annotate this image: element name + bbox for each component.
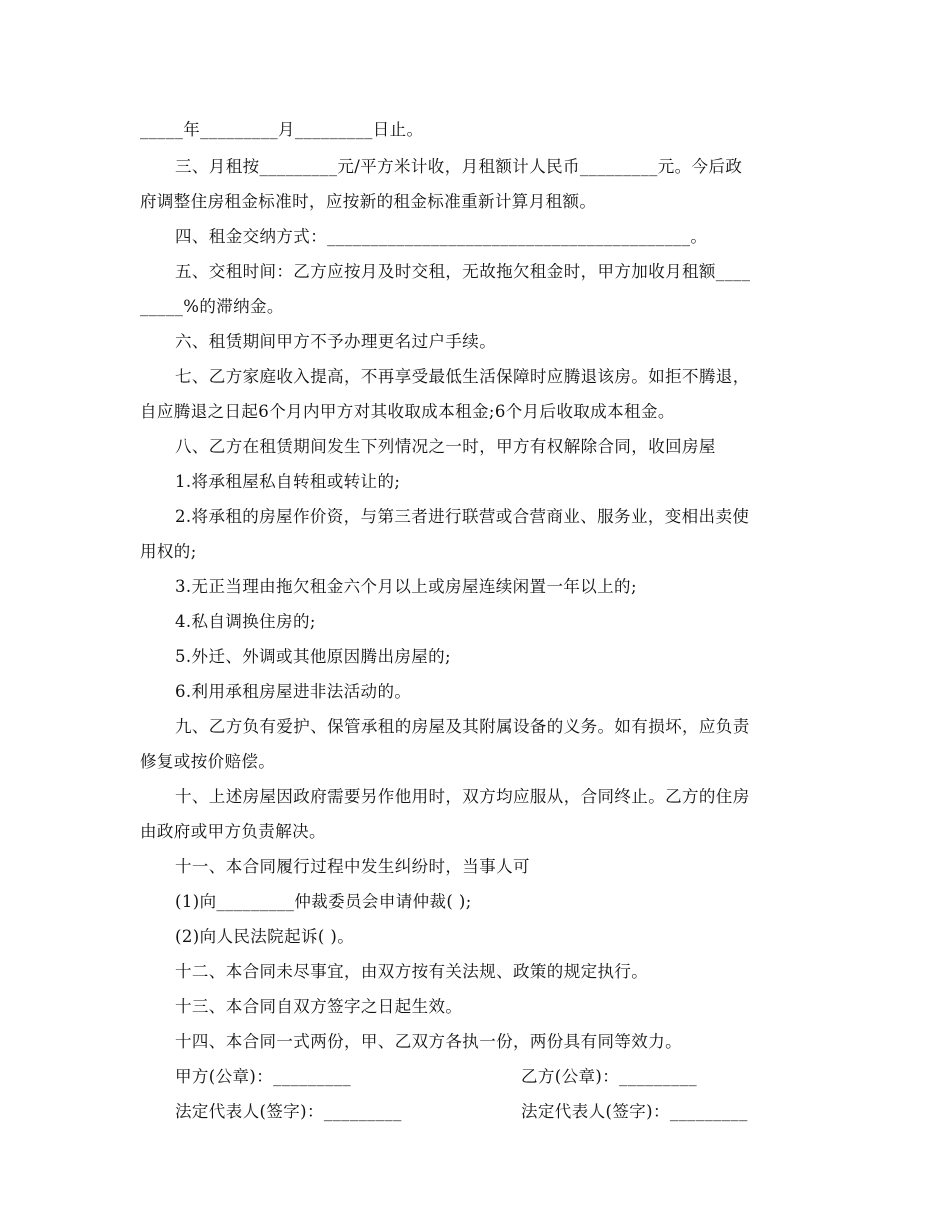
text-line: 4.私自调换住房的; xyxy=(175,612,316,631)
party-a-representative-line: 法定代表人(签字)：_________ xyxy=(175,1102,402,1121)
text-line: 修复或按价赔偿。 xyxy=(140,752,276,771)
party-a-seal-line: 甲方(公章)：_________ xyxy=(175,1067,352,1086)
text-line: 六、租赁期间甲方不予办理更名过户手续。 xyxy=(175,332,497,351)
text-line: 十、上述房屋因政府需要另作他用时，双方均应服从，合同终止。乙方的住房 xyxy=(175,787,750,806)
text-line: 由政府或甲方负责解决。 xyxy=(140,822,326,841)
text-line: 十三、本合同自双方签字之日起生效。 xyxy=(175,997,463,1016)
text-line: 五、交租时间：乙方应按月及时交租，无故拖欠租金时，甲方加收月租额____ xyxy=(175,262,751,281)
text-line: 十四、本合同一式两份，甲、乙双方各执一份，两份具有同等效力。 xyxy=(175,1032,682,1051)
text-line: 九、乙方负有爱护、保管承租的房屋及其附属设备的义务。如有损坏，应负责 xyxy=(175,717,750,736)
text-line: 1.将承租屋私自转租或转让的; xyxy=(175,472,401,491)
text-line: 2.将承租的房屋作价资，与第三者进行联营或合营商业、服务业，变相出卖使 xyxy=(175,507,750,526)
text-line: 十二、本合同未尽事宜，由双方按有关法规、政策的规定执行。 xyxy=(175,962,649,981)
party-b-seal-line: 乙方(公章)：_________ xyxy=(521,1067,698,1086)
text-line: 3.无正当理由拖欠租金六个月以上或房屋连续闲置一年以上的; xyxy=(175,577,637,596)
text-line: 三、月租按_________元/平方米计收，月租额计人民币_________元。今后政 xyxy=(175,157,743,176)
text-line: 十一、本合同履行过程中发生纠纷时，当事人可 xyxy=(175,857,530,876)
text-line: 八、乙方在租赁期间发生下列情况之一时，甲方有权解除合同，收回房屋 xyxy=(175,437,716,456)
text-line: _____%的滞纳金。 xyxy=(140,297,284,316)
text-line: 自应腾退之日起6个月内甲方对其收取成本租金;6个月后收取成本租金。 xyxy=(140,402,675,421)
text-line: 用权的; xyxy=(140,542,197,561)
text-line: (1)向_________仲裁委员会申请仲裁( ); xyxy=(175,892,472,911)
text-line: 5.外迁、外调或其他原因腾出房屋的; xyxy=(175,647,452,666)
text-line: 四、租金交纳方式：__________________________________________。 xyxy=(175,227,708,246)
text-line: _____年_________月_________日止。 xyxy=(140,120,424,139)
text-line: 6.利用承租房屋进非法活动的。 xyxy=(175,682,412,701)
text-line: (2)向人民法院起诉( )。 xyxy=(175,927,355,946)
text-line: 府调整住房租金标准时，应按新的租金标准重新计算月租额。 xyxy=(140,192,597,211)
party-b-representative-line: 法定代表人(签字)：_________ xyxy=(521,1102,748,1121)
text-line: 七、乙方家庭收入提高，不再享受最低生活保障时应腾退该房。如拒不腾退， xyxy=(175,367,750,386)
